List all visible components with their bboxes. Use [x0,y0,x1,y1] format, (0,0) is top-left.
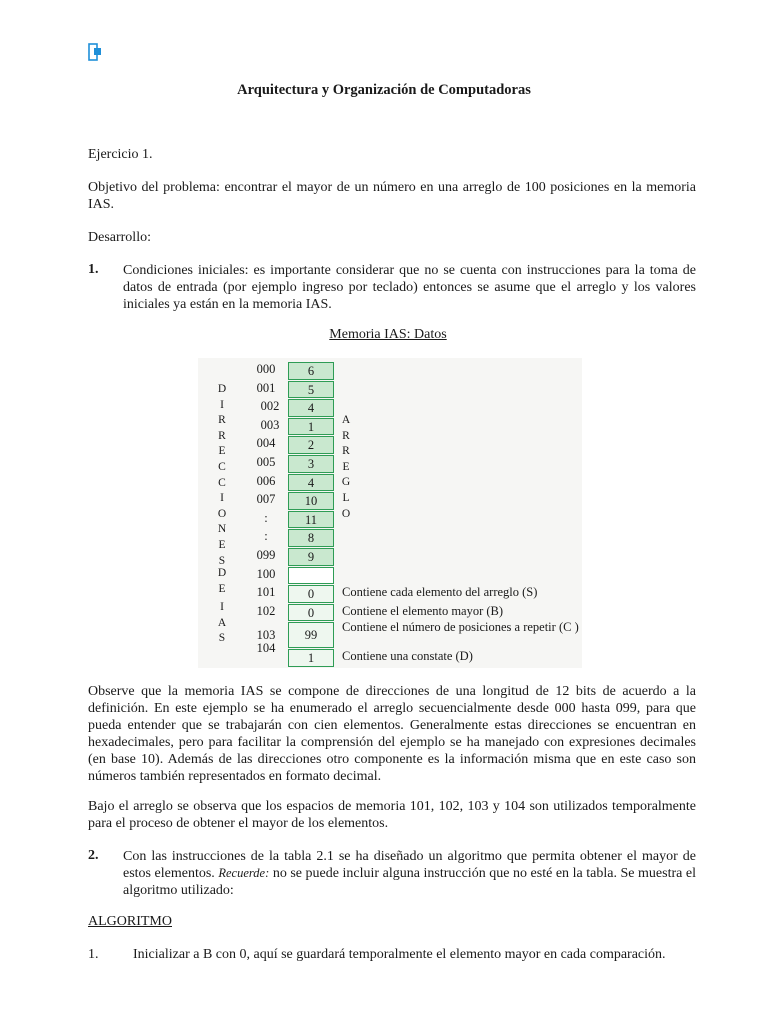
vertical-label-letter: D [217,383,227,395]
memory-cell [288,567,334,585]
memory-address: 103 [256,628,276,643]
memory-address: 002 [260,399,280,414]
memory-cell: 0 [288,585,334,603]
document-title: Arquitectura y Organización de Computadoras [237,82,531,98]
memory-cell-description: Contiene una constate (D) [342,649,473,663]
memory-cell: 5 [288,381,334,399]
vertical-label-letter: I [220,492,224,505]
memory-cell-description: Contiene el elemento mayor (B) [342,603,504,618]
vertical-label-letter: O [341,507,351,520]
vertical-label-letter: R [342,445,350,458]
vertical-label-letter: A [217,616,227,629]
figure-title: Memoria IAS: Datos [329,327,447,342]
memory-cell: 99 [288,622,334,648]
vertical-label-letter: G [341,476,351,489]
algorithm-step-1-text: Inicializar a B con 0, aquí se guardará temporalmente el elemento mayor en cada comparación. [133,947,666,962]
algorithm-step-1-number: 1. [88,947,99,962]
memory-cell-description: Contiene el número de posiciones a repetir (C ) [342,620,579,635]
explanation-paragraph-2: Bajo el arreglo se observa que los espacios de memoria 101, 102, 103 y 104 son utilizados temporalmente para el proceso de obtener el mayor de los elementos. [88,799,696,831]
memory-address: : [264,529,268,544]
memory-address: 100 [256,566,276,581]
development-heading: Desarrollo: [88,230,151,245]
memory-address: 000 [256,362,276,376]
item2-text-b: no se puede incluir alguna instrucción que no esté en la tabla. Se muestra el algoritmo utilizado: [123,866,697,898]
vertical-label-letter: S [218,632,226,645]
vertical-label-letter: E [218,582,226,595]
memory-address: 007 [256,492,276,507]
memory-address: 101 [256,585,276,600]
item1-text: Condiciones iniciales: es importante considerar que no se cuenta con instrucciones para la toma de datos de entrada (por ejemplo ingreso por teclado) entonces se asume que el arreglo y los valores iniciales ya están en la memoria IAS. [123,263,696,312]
memory-cell: 1 [288,649,334,667]
vertical-label-letter: R [218,429,226,442]
memory-address: : [264,510,268,525]
exercise-heading: Ejercicio 1. [88,147,153,162]
memory-cell: 9 [288,548,334,566]
memory-address: 104 [256,641,276,655]
explanation-paragraph-1: Observe que la memoria IAS se compone de direcciones de una longitud de 12 bits de acuerdo a la definición. En este ejemplo se ha enumerado el arreglo secuencialmente desde 000 hasta 099, para que pueda entender que se trabajarán con cien elementos. Generalmente estas direcciones se encuentran en hexadecimales, pero para facilitar la comprensión del ejemplo se ha manejado con expresiones decimales (en base 10). Además de las direcciones otro componente es la información misma que en este caso son números también representados en formato decimal. [88,684,696,784]
vertical-label-letter: I [220,398,224,411]
item1-number: 1. [88,262,99,277]
item2-text-a: Con las instrucciones de la tabla 2.1 se ha diseñado un algoritmo que permita obtener el mayor de estos elementos. [123,849,696,881]
memory-cell: 3 [288,455,334,473]
vertical-label-letter: O [217,507,227,520]
memory-address: 006 [256,473,276,488]
vertical-label-letter: R [342,429,350,442]
memory-address: 001 [256,380,276,395]
memory-cell: 4 [288,399,334,417]
item2-text [123,848,696,899]
memory-address: 003 [260,417,280,432]
memory-cell: 1 [288,418,334,436]
memory-cell: 0 [288,604,334,622]
vertical-label-letter: S [218,554,226,567]
vertical-label-letter: E [218,539,226,551]
memory-address: 004 [256,436,276,451]
memory-cell: 2 [288,436,334,454]
vertical-label-letter: C [218,461,226,473]
memory-cell: 6 [288,362,334,380]
memory-address: 005 [256,455,276,469]
vertical-label-letter: E [218,445,226,458]
vertical-label-letter: A [341,414,351,426]
vertical-label-letter: C [218,476,226,489]
item2-recuerde: Recuerde: [218,866,270,880]
vertical-label-letter: R [218,414,226,427]
memory-cell: 10 [288,492,334,510]
algorithm-heading: ALGORITMO [88,914,172,929]
memory-cell: 4 [288,474,334,492]
document-logo-icon [88,43,102,61]
memory-cell: 8 [288,529,334,547]
item2-number: 2. [88,848,99,863]
memory-cell: 11 [288,511,334,529]
objective-paragraph: Objetivo del problema: encontrar el mayor de un número en una arreglo de 100 posiciones en la memoria IAS. [88,180,696,212]
vertical-label-letter: L [342,492,350,504]
vertical-label-letter: E [342,460,350,473]
memory-cell-description: Contiene cada elemento del arreglo (S) [342,585,538,600]
vertical-label-letter: N [217,523,227,536]
vertical-label-letter: I [220,601,224,613]
memory-address: 102 [256,603,276,618]
memory-address: 099 [256,548,276,562]
vertical-label-letter: D [217,567,227,579]
